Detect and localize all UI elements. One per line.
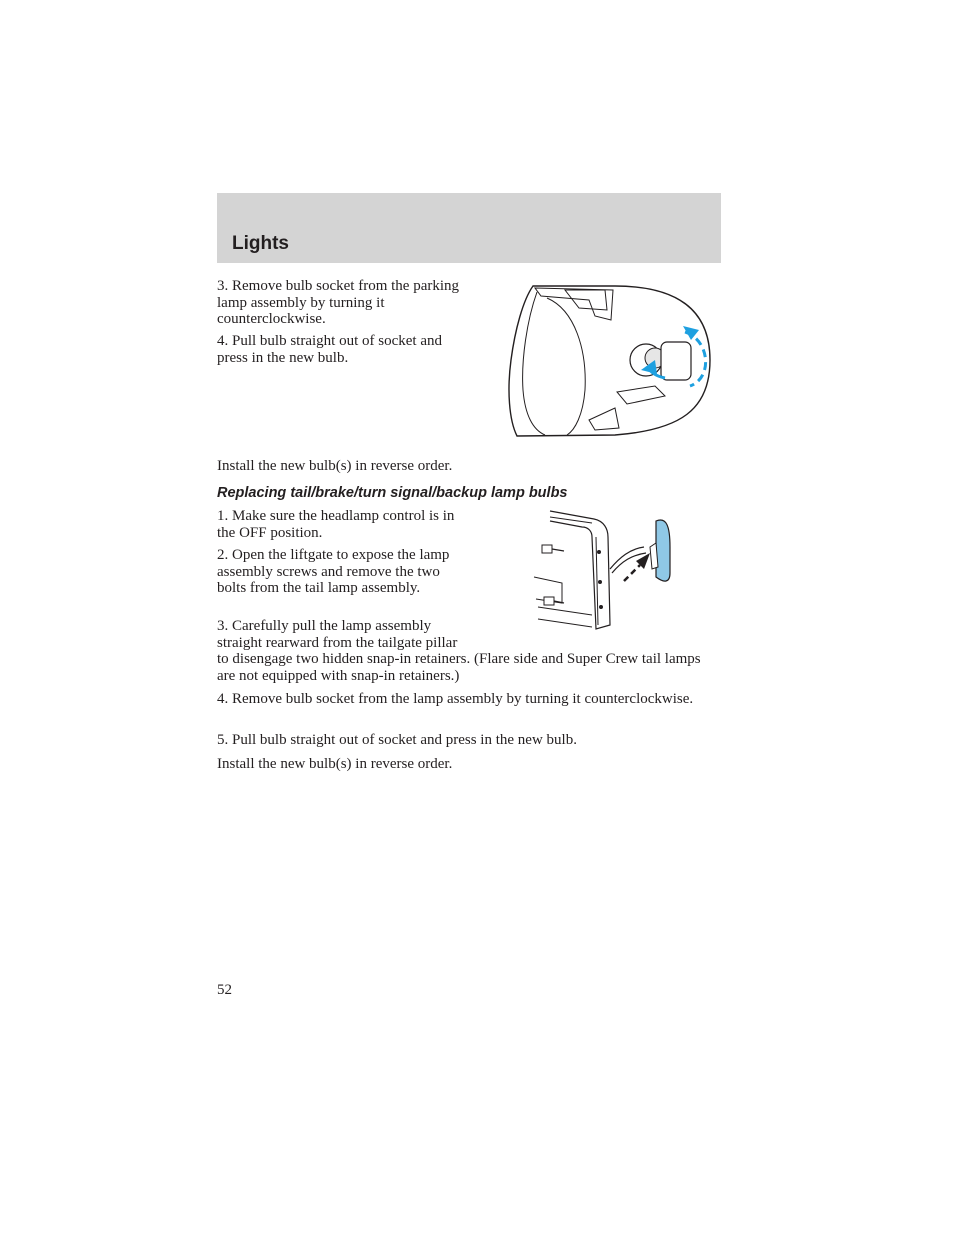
tail-lamp-heading: Replacing tail/brake/turn signal/backup lamp bulbs <box>217 485 568 501</box>
section-header-band <box>217 193 721 263</box>
section-title: Lights <box>232 233 289 254</box>
tail-step-5: 5. Pull bulb straight out of socket and press in the new bulb. <box>217 732 577 748</box>
page-number: 52 <box>217 982 232 998</box>
tail-step-4: 4. Remove bulb socket from the lamp assembly by turning it counterclockwise. <box>217 691 694 707</box>
tail-step-2: 2. Open the liftgate to expose the lamp assembly screws and remove the two bolts from the tail lamp assembly. <box>217 547 450 596</box>
parking-install-note: Install the new bulb(s) in reverse order. <box>217 458 453 474</box>
parking-step-4: 4. Pull bulb straight out of socket and press in the new bulb. <box>217 333 442 366</box>
parking-lamp-illustration <box>505 280 715 440</box>
parking-step-3: 3. Remove bulb socket from the parking lamp assembly by turning it counterclockwise. <box>217 278 460 327</box>
tail-step-3-text: 3. Carefully pull the lamp assembly straight rearward from the tailgate pillar to disengage two hidden snap-in retainers. (Flare side and Super Crew tail lamps are not equipped with snap-in retainers.) <box>217 618 701 684</box>
tail-step-1: 1. Make sure the headlamp control is in the OFF position. <box>217 508 455 541</box>
tail-lamp-illustration <box>532 507 677 632</box>
tail-install-note: Install the new bulb(s) in reverse order. <box>217 756 453 772</box>
